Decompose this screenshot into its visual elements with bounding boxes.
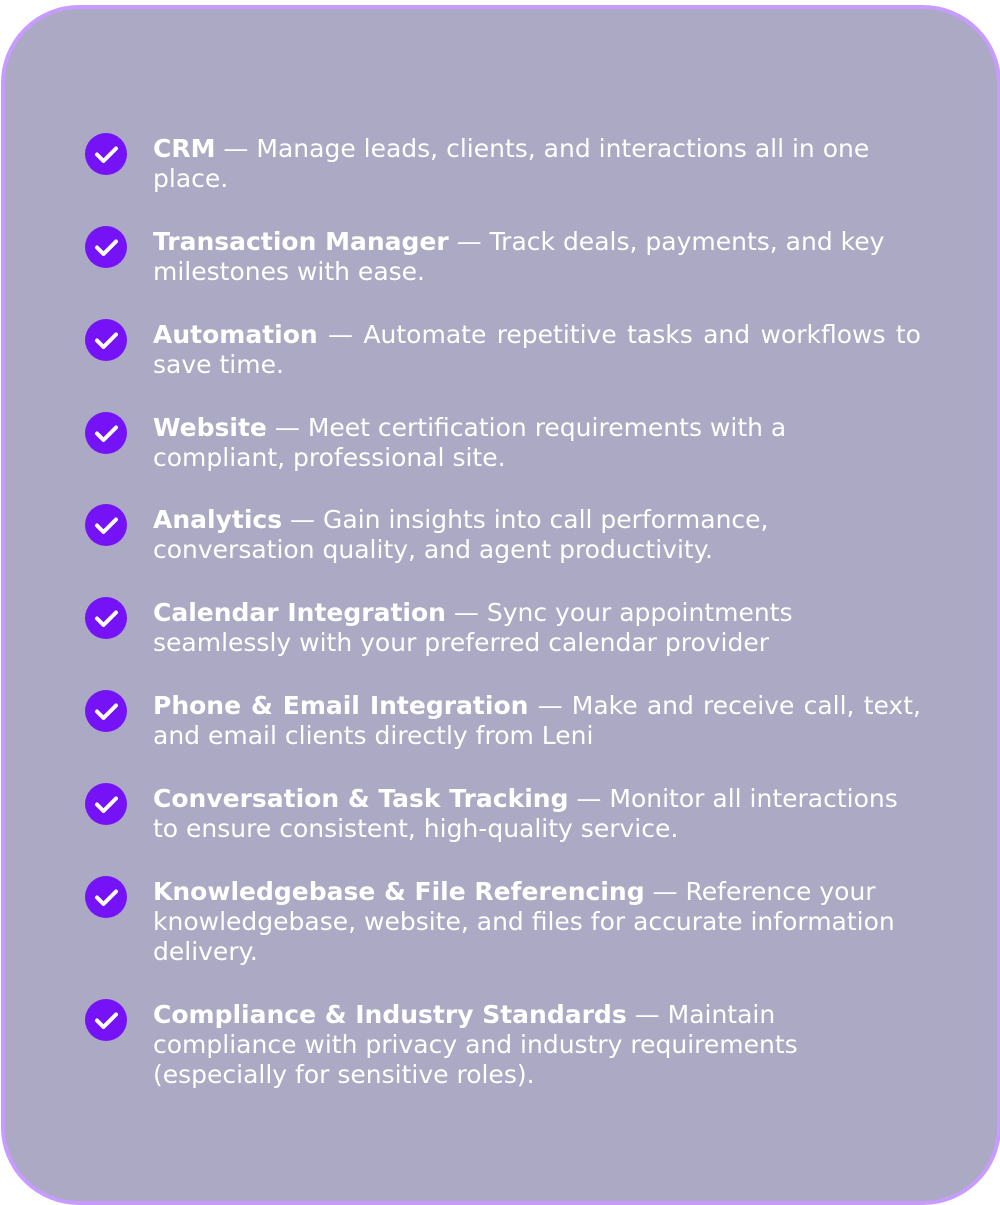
feature-text [153, 505, 921, 565]
feature-separator: — [626, 1000, 668, 1029]
feature-text [153, 227, 921, 287]
check-circle-icon [85, 783, 127, 825]
feature-title: Knowledgebase & File Referencing [153, 877, 645, 906]
feature-description: Reference your knowledgebase, website, and files for accurate information delivery. [153, 877, 895, 966]
feature-description: Maintain compliance with privacy and industry requirements (especially for sensitive roles). [153, 1000, 798, 1089]
feature-separator: — [266, 413, 308, 442]
feature-text [153, 691, 921, 751]
feature-title: Website [153, 413, 267, 442]
feature-text [153, 598, 921, 658]
check-circle-icon [85, 319, 127, 361]
check-circle-icon [85, 226, 127, 268]
check-circle-icon [85, 597, 127, 639]
feature-text [153, 413, 921, 473]
feature-title: Automation [153, 320, 318, 349]
feature-title: Analytics [153, 505, 283, 534]
features-card [1, 5, 1000, 1205]
feature-description: Track deals, payments, and key milestones with ease. [153, 227, 885, 286]
feature-separator: — [445, 598, 487, 627]
feature-title: Calendar Integration [153, 598, 446, 627]
feature-separator: — [317, 320, 364, 349]
feature-title: CRM [153, 134, 216, 163]
feature-title: Compliance & Industry Standards [153, 1000, 627, 1029]
check-circle-icon [85, 999, 127, 1041]
feature-text [153, 877, 921, 967]
feature-description: Make and receive call, text, and email clients directly from Leni [153, 691, 921, 750]
feature-separator: — [528, 691, 572, 720]
feature-text [153, 1000, 921, 1090]
feature-description: Gain insights into call performance, conversation quality, and agent productivity. [153, 505, 769, 564]
feature-description: Manage leads, clients, and interactions all in one place. [153, 134, 870, 193]
feature-description: Meet certification requirements with a compliant, professional site. [153, 413, 787, 472]
feature-title: Conversation & Task Tracking [153, 784, 569, 813]
check-circle-icon [85, 876, 127, 918]
feature-text [153, 134, 921, 194]
feature-text [153, 320, 921, 380]
feature-separator: — [282, 505, 324, 534]
feature-separator: — [448, 227, 490, 256]
check-circle-icon [85, 412, 127, 454]
feature-description: Sync your appointments seamlessly with your preferred calendar provider [153, 598, 793, 657]
feature-description: Monitor all interactions to ensure consistent, high-quality service. [153, 784, 898, 843]
feature-separator: — [568, 784, 610, 813]
feature-title: Phone & Email Integration [153, 691, 529, 720]
feature-title: Transaction Manager [153, 227, 449, 256]
feature-separator: — [644, 877, 686, 906]
check-circle-icon [85, 690, 127, 732]
feature-description: Automate repetitive tasks and workflows to save time. [153, 320, 921, 379]
check-circle-icon [85, 133, 127, 175]
feature-separator: — [215, 134, 257, 163]
feature-text [153, 784, 921, 844]
check-circle-icon [85, 504, 127, 546]
